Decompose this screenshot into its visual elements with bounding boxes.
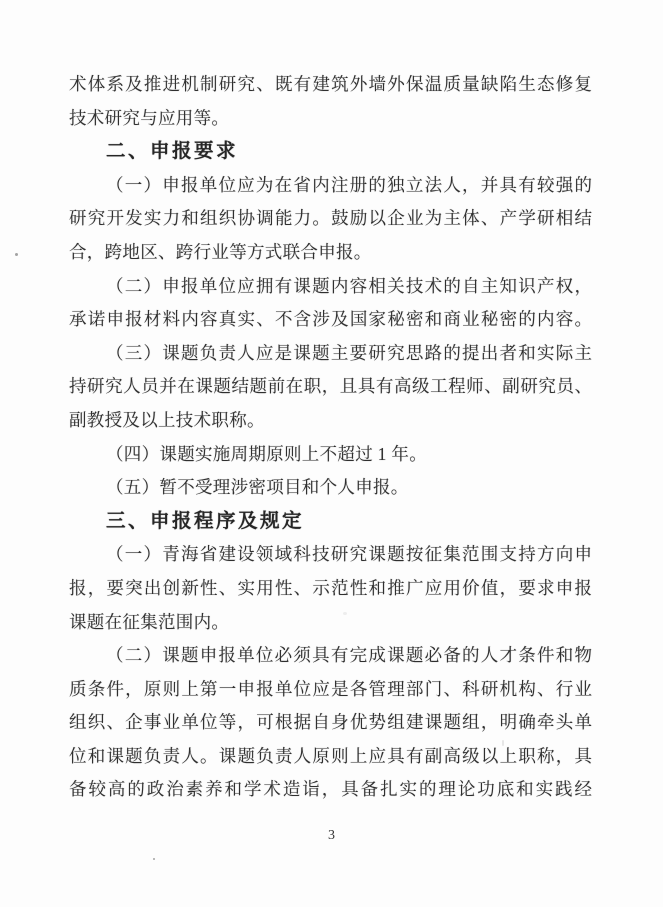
document-body — [69, 68, 592, 807]
body-text-line: 研究开发实力和组织协调能力。鼓励以企业为主体、产学研相结 — [69, 208, 592, 229]
section-heading: 三、申报程序及规定 — [106, 510, 305, 532]
body-text-line: 质条件，原则上第一申报单位应是各管理部门、科研机构、行业 — [69, 678, 592, 699]
scan-speck — [502, 740, 504, 746]
scan-speck — [153, 858, 155, 860]
body-text-line: 合，跨地区、跨行业等方式联合申报。 — [69, 241, 372, 262]
body-text-line: 报，要突出创新性、实用性、示范性和推广应用价值，要求申报 — [69, 577, 592, 598]
body-text-line: 术体系及推进机制研究、既有建筑外墙外保温质量缺陷生态修复 — [69, 74, 592, 94]
body-text-line: 承诺申报材料内容真实、不含涉及国家秘密和商业秘密的内容。 — [69, 309, 592, 330]
scan-speck — [15, 253, 18, 256]
body-text-line: 组织、企事业单位等，可根据自身优势组建课题组，明确牵头单 — [69, 712, 592, 733]
body-text-line: 持研究人员并在课题结题前在职，且具有高级工程师、副研究员、 — [69, 376, 592, 397]
body-text-line: （三）课题负责人应是课题主要研究思路的提出者和实际主 — [106, 342, 592, 363]
page-number: 3 — [328, 828, 335, 843]
body-text-line: 备较高的政治素养和学术造诣，具备扎实的理论功底和实践经 — [69, 779, 592, 800]
body-text-line: 课题在征集范围内。 — [69, 611, 230, 632]
body-text-line: （一）青海省建设领域科技研究课题按征集范围支持方向申 — [106, 544, 592, 565]
body-text-line: （一）申报单位应为在省内注册的独立法人，并具有较强的 — [106, 174, 592, 195]
scan-speck — [343, 612, 347, 615]
body-text-line: （二）课题申报单位必须具有完成课题必备的人才条件和物 — [106, 645, 592, 666]
body-text-line: 技术研究与应用等。 — [69, 107, 230, 128]
body-text-line: （五）暂不受理涉密项目和个人申报。 — [106, 477, 409, 498]
body-text-line: 副教授及以上技术职称。 — [69, 409, 265, 430]
section-heading: 二、申报要求 — [106, 141, 239, 163]
body-text-line: （二）申报单位应拥有课题内容相关技术的自主知识产权， — [106, 275, 592, 296]
body-text-line: 位和课题负责人。课题负责人原则上应具有副高级以上职称，具 — [69, 745, 592, 766]
body-text-line: （四）课题实施周期原则上不超过 1 年。 — [106, 443, 427, 464]
